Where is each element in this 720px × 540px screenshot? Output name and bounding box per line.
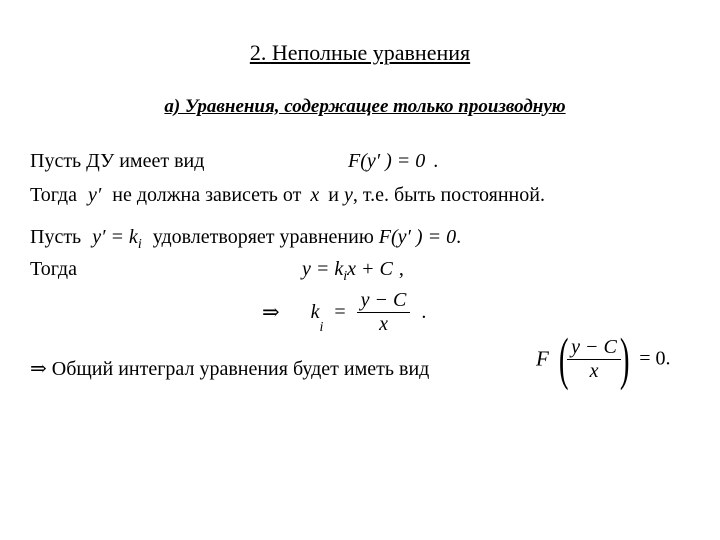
line3: [30, 226, 461, 253]
line5: [262, 290, 426, 336]
line5-lhs: k: [310, 301, 320, 323]
line6-formula: [536, 326, 671, 391]
line2-part2: не должна зависеть от: [112, 184, 302, 206]
line1-formula: [348, 150, 438, 173]
line3-part2: удовлетворяет уравнению: [152, 226, 374, 248]
line6-F: F: [536, 346, 549, 371]
line1-text: Пусть ДУ имеет вид: [30, 150, 205, 172]
line2-var-y: y: [343, 184, 353, 206]
line3-formula1: y′ = k: [92, 226, 138, 248]
line6-arrow-icon: ⇒: [30, 358, 47, 380]
line6-text: [30, 356, 429, 381]
line6-fraction: [567, 337, 621, 382]
line2-part4: , т.е. быть постоянной.: [352, 184, 545, 206]
line2-var-yprime: y′: [87, 184, 102, 206]
line1-end: .: [433, 150, 439, 172]
line5-eq: =: [334, 301, 346, 323]
line6-numerator: y − C: [567, 337, 621, 360]
right-paren-icon: ): [619, 326, 630, 391]
line3-end: .: [456, 226, 462, 248]
line3-sub: i: [137, 237, 142, 252]
line5-arrow-icon: ⇒: [262, 300, 280, 324]
line1-formula-expr: F(y′ ) = 0: [348, 150, 426, 172]
slide-title: 2. Неполные уравнения: [249, 40, 471, 65]
line4-part1: Тогда: [30, 258, 77, 280]
line5-end: .: [421, 301, 427, 323]
line3-part1: Пусть: [30, 226, 82, 248]
line2-var-x: x: [310, 184, 320, 206]
line6-label: Общий интеграл уравнения будет иметь вид: [51, 358, 430, 380]
slide-subtitle: а) Уравнения, содержащее только производную: [164, 96, 566, 117]
line2: [30, 184, 545, 207]
line2-part3: и: [328, 184, 339, 206]
line4-fb: x + C: [347, 258, 393, 280]
line6-rhs: = 0: [639, 347, 666, 370]
line4-end: ,: [398, 258, 404, 280]
line5-fraction: [357, 290, 411, 335]
line2-part1: Тогда: [30, 184, 77, 206]
line4-fa: y = k: [302, 258, 344, 280]
line4-formula: [302, 258, 404, 285]
line5-numerator: y − C: [357, 290, 411, 313]
line6-denominator: x: [589, 359, 599, 382]
line6-end: .: [665, 347, 671, 370]
line4-sub: i: [343, 269, 348, 284]
line3-formula2: F(y′ ) = 0: [378, 226, 457, 248]
line5-lhs-sub: i: [319, 320, 324, 336]
line5-denominator: x: [379, 313, 388, 335]
left-paren-icon: (: [558, 326, 569, 391]
